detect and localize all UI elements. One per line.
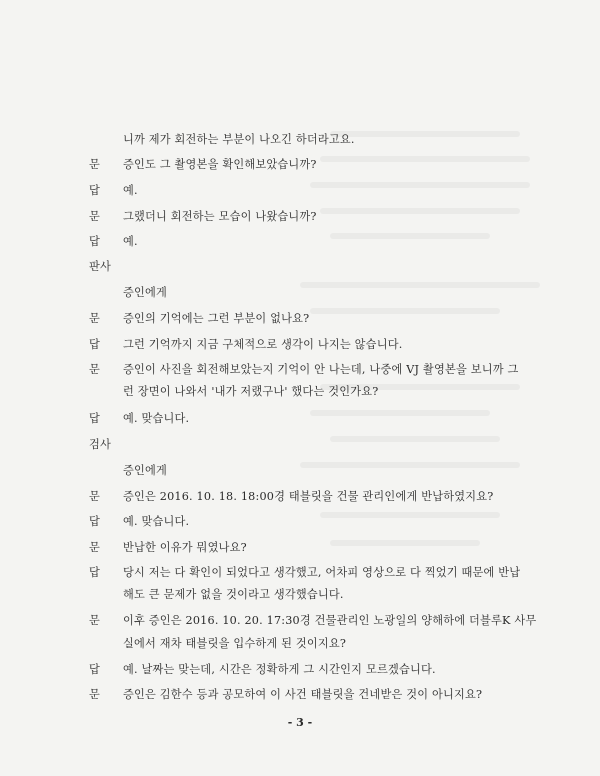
transcript-line: 예.	[123, 235, 138, 248]
speaker-label: 문	[89, 210, 101, 223]
speaker-label: 문	[89, 363, 101, 376]
transcript-line-continuation: 런 장면이 나와서 '내가 저랬구나' 했다는 것인가요?	[123, 385, 379, 398]
speaker-label: 답	[89, 663, 101, 676]
bleed-through-mark	[320, 512, 500, 518]
page-number: - 3 -	[287, 716, 313, 729]
bleed-through-mark	[300, 462, 520, 468]
speaker-label: 답	[89, 184, 101, 197]
bleed-through-mark	[330, 131, 520, 137]
bleed-through-mark	[330, 540, 480, 546]
speaker-label: 답	[89, 338, 101, 351]
speaker-label: 답	[89, 566, 101, 579]
transcript-line: 증인의 기억에는 그런 부분이 없나요?	[123, 312, 310, 325]
speaker-label: 문	[89, 614, 101, 627]
section-heading-prosecutor: 검사	[89, 438, 112, 451]
speaker-label: 답	[89, 515, 101, 528]
speaker-label: 문	[89, 158, 101, 171]
speaker-label: 답	[89, 235, 101, 248]
speaker-label: 문	[89, 490, 101, 503]
speaker-label: 답	[89, 412, 101, 425]
addressee-line: 증인에게	[123, 286, 168, 299]
bleed-through-mark	[330, 436, 500, 442]
bleed-through-mark	[310, 308, 500, 314]
transcript-line: 이후 증인은 2016. 10. 20. 17:30경 건물관리인 노광일의 양해하에 더블루K 사무	[123, 614, 537, 627]
bleed-through-mark	[300, 282, 540, 288]
speaker-label: 문	[89, 541, 101, 554]
bleed-through-mark	[310, 410, 490, 416]
transcript-line: 증인도 그 촬영본을 확인해보았습니까?	[123, 158, 317, 171]
addressee-line: 증인에게	[123, 464, 168, 477]
transcript-line-continuation: 해도 큰 문제가 없을 것이라고 생각했습니다.	[123, 588, 344, 601]
speaker-label: 문	[89, 312, 101, 325]
transcript-line-continuation: 실에서 재차 태블릿을 입수하게 된 것이지요?	[123, 637, 347, 650]
transcript-line: 그런 기억까지 지금 구체적으로 생각이 나지는 않습니다.	[123, 338, 403, 351]
transcript-line: 증인은 김한수 등과 공모하여 이 사건 태블릿을 건네받은 것이 아니지요?	[123, 688, 483, 701]
transcript-line: 반납한 이유가 뭐였나요?	[123, 541, 247, 554]
transcript-line: 니까 제가 회전하는 부분이 나오긴 하더라고요.	[123, 133, 355, 146]
bleed-through-mark	[320, 156, 530, 162]
bleed-through-mark	[330, 233, 490, 239]
transcript-line: 증인이 사진을 회전해보았는지 기억이 안 나는데, 나중에 VJ 촬영본을 보니까 그	[123, 363, 519, 376]
transcript-line: 당시 저는 다 확인이 되었다고 생각했고, 어차피 영상으로 다 찍었기 때문에 반납	[123, 566, 521, 579]
speaker-label: 문	[89, 688, 101, 701]
transcript-line: 그랬더니 회전하는 모습이 나왔습니까?	[123, 210, 317, 223]
transcript-line: 예. 날짜는 맞는데, 시간은 정확하게 그 시간인지 모르겠습니다.	[123, 663, 436, 676]
transcript-line: 예. 맞습니다.	[123, 515, 190, 528]
section-heading-judge: 판사	[89, 260, 112, 273]
bleed-through-mark	[310, 182, 530, 188]
bleed-through-mark	[320, 208, 520, 214]
transcript-line: 예.	[123, 184, 138, 197]
transcript-line: 증인은 2016. 10. 18. 18:00경 태블릿을 건물 관리인에게 반납하였지요?	[123, 490, 494, 503]
transcript-line: 예. 맞습니다.	[123, 412, 190, 425]
